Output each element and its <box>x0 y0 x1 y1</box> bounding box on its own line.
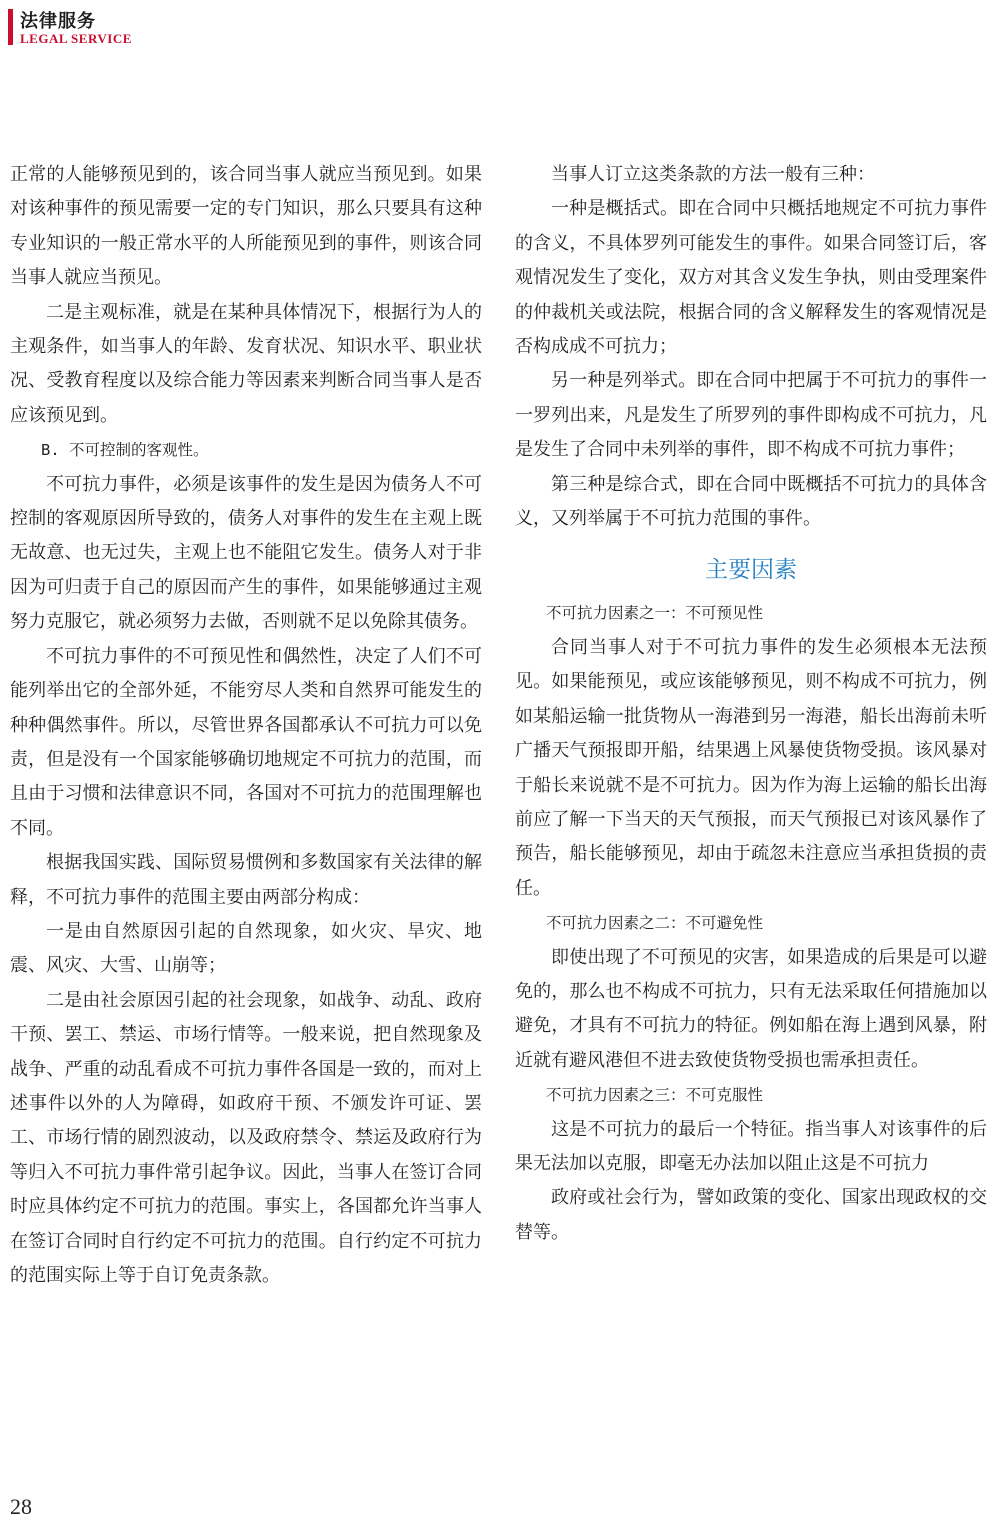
paragraph: 这是不可抗力的最后一个特征。指当事人对该事件的后果无法加以克服，即毫无办法加以阻止这是不可抗力 <box>515 1118 987 1174</box>
section-title: 主要因素 <box>705 557 797 584</box>
paragraph: 一种是概括式。即在合同中只概括地规定不可抗力事件的含义，不具体罗列可能发生的事件。如果合同签订后，客观情况发生了变化，双方对其含义发生争执，则由受理案件的仲裁机关或法院，根据合同的含义解释发生的客观情况是否构成成不可抗力； <box>515 198 987 358</box>
paragraph: 合同当事人对于不可抗力事件的发生必须根本无法预见。如果能预见，或应该能够预见，则不构成不可抗力，例如某船运输一批货物从一海港到另一海港，船长出海前未听广播天气预报即开船，结果遇上风暴使货物受损。该风暴对于船长来说就不是不可抗力。因为作为海上运输的船长出海前应了解一下当天的天气预报，而天气预报已对该风暴作了预告，船长能够预见，却由于疏忽未注意应当承担货损的责任。 <box>515 636 987 899</box>
paragraph: 不可抗力事件，必须是该事件的发生是因为债务人不可控制的客观原因所导致的，债务人对事件的发生在主观上既无故意、也无过失，主观上也不能阻它发生。债务人对于非因为可归责于自己的原因而产生的事件，如果能够通过主观努力克服它，就必须努力去做，否则就不足以免除其债务。 <box>10 473 482 633</box>
factor-title: 不可抗力因素之二：不可避免性 <box>546 914 764 933</box>
factor-title: 不可抗力因素之一：不可预见性 <box>546 604 764 623</box>
factor-title: 不可抗力因素之三：不可克服性 <box>546 1086 764 1105</box>
paragraph: 二是主观标准，就是在某种具体情况下，根据行为人的主观条件，如当事人的年龄、发育状况、知识水平、职业状况、受教育程度以及综合能力等因素来判断合同当事人是否应该预见到。 <box>10 301 482 426</box>
header-accent-bar <box>8 9 13 45</box>
paragraph: 即使出现了不可预见的灾害，如果造成的后果是可以避免的，那么也不构成不可抗力，只有无法采取任何措施加以避免，才具有不可抗力的特征。例如船在海上遇到风暴，附近就有避风港但不进去致使货物受损也需承担责任。 <box>515 946 987 1071</box>
paragraph: 政府或社会行为，譬如政策的变化、国家出现政权的交替等。 <box>515 1187 987 1243</box>
right-column <box>515 158 987 1250</box>
header-title-en: LEGAL SERVICE <box>20 31 132 46</box>
paragraph: 根据我国实践、国际贸易惯例和多数国家有关法律的解释，不可抗力事件的范围主要由两部分构成： <box>10 852 482 908</box>
paragraph: 二是由社会原因引起的社会现象，如战争、动乱、政府干预、罢工、禁运、市场行情等。一般来说，把自然现象及战争、严重的动乱看成不可抗力事件各国是一致的，而对上述事件以外的人为障碍，如政府干预、不颁发许可证、罢工、市场行情的剧烈波动，以及政府禁令、禁运及政府行为等归入不可抗力事件常引起争议。因此，当事人在签订合同时应具体约定不可抗力的范围。事实上，各国都允许当事人在签订合同时自行约定不可抗力的范围。自行约定不可抗力的范围实际上等于自订免责条款。 <box>10 989 482 1286</box>
header-title-cn: 法律服务 <box>20 11 96 32</box>
paragraph: 正常的人能够预见到的，该合同当事人就应当预见到。如果对该种事件的预见需要一定的专门知识，那么只要具有这种专业知识的一般正常水平的人所能预见到的事件，则该合同当事人就应当预见。 <box>10 164 482 289</box>
paragraph: 第三种是综合式，即在合同中既概括不可抗力的具体含义，又列举属于不可抗力范围的事件。 <box>515 473 987 530</box>
subheading: B. 不可控制的客观性。 <box>41 441 209 460</box>
page-number: 28 <box>10 1494 32 1519</box>
left-column <box>10 158 482 1293</box>
paragraph: 当事人订立这类条款的方法一般有三种： <box>551 164 875 185</box>
paragraph: 一是由自然原因引起的自然现象，如火灾、旱灾、地震、风灾、大雪、山崩等； <box>10 920 482 977</box>
paragraph: 不可抗力事件的不可预见性和偶然性，决定了人们不可能列举出它的全部外延，不能穷尽人类和自然界可能发生的种种偶然事件。所以，尽管世界各国都承认不可抗力可以免责，但是没有一个国家能够确切地规定不可抗力的范围，而且由于习惯和法律意识不同，各国对不可抗力的范围理解也不同。 <box>10 645 482 839</box>
paragraph: 另一种是列举式。即在合同中把属于不可抗力的事件一一罗列出来，凡是发生了所罗列的事件即构成不可抗力，凡是发生了合同中未列举的事件，即不构成不可抗力事件； <box>515 370 987 461</box>
